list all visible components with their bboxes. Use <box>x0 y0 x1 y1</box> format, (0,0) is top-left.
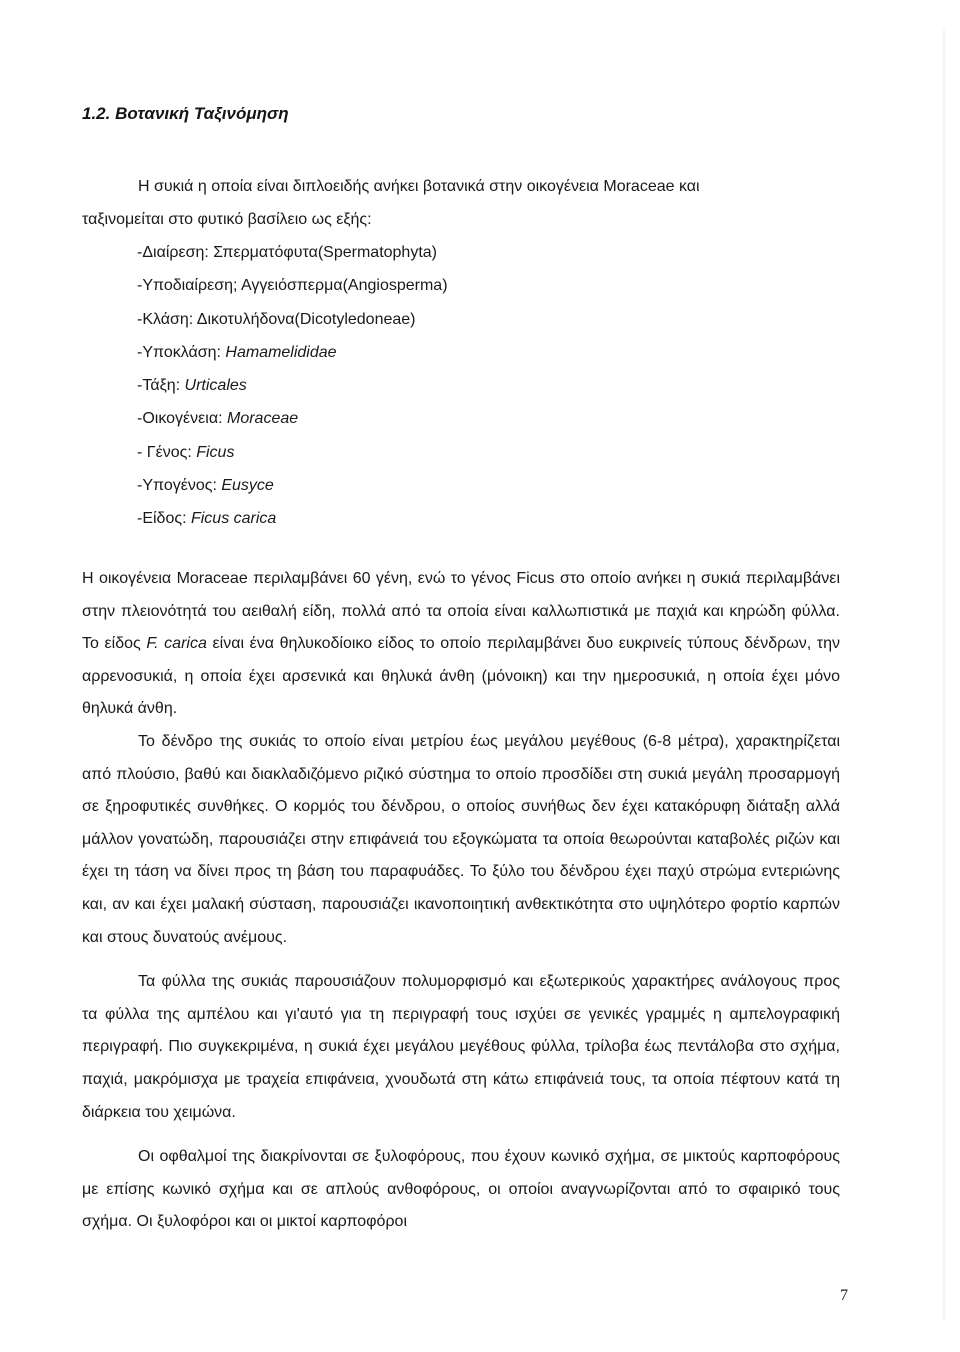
classification-label: -Υποκλάση: <box>137 343 226 361</box>
paragraph-text: είναι ένα θηλυκοδίοικο είδος το οποίο περιλαμβάνει δυο ευκρινείς τύπους δένδρων, την αρρενοσυκιά, η οποία έχει αρσενικά και θηλυκά άνθη (μόνοικη) και την ημεροσυκιά, η οποία έχει μόνο θηλυκά άνθη. <box>82 635 841 718</box>
page-number: 7 <box>840 1287 848 1304</box>
intro-line-1: Η συκιά η οποία είναι διπλοειδής ανήκει βοτανικά στην οικογένεια Moraceae και <box>138 178 700 195</box>
classification-value: Ficus <box>196 443 235 461</box>
body-text <box>82 563 840 1239</box>
section-heading: 1.2. Βοτανική Ταξινόμηση <box>82 104 289 123</box>
classification-value: Δικοτυλήδονα(Dicotyledoneae) <box>196 310 416 328</box>
classification-item-subclass <box>82 336 842 369</box>
paragraph-leaves: Τα φύλλα της συκιάς παρουσιάζουν πολυμορφισμό και εξωτερικούς χαρακτήρες ανάλογους προς τα φύλλα της αμπέλου και γι'αυτό για τη περιγραφή τους ισχύει σε γενικές γραμμές η αμπελογραφική περιγραφή. Πιο συγκεκριμένα, η συκιά έχει μεγάλου μεγέθους φύλλα, τρίλοβα έως πεντάλοβα στο σχήμα, παχιά, μακρόμισχα με τραχεία επιφάνεια, χνουδωτά στη κάτω επιφάνειά τους, τα οποία πέφτουν κατά τη διάρκεια του χειμώνα. <box>82 973 840 1121</box>
classification-item-division <box>82 236 842 269</box>
classification-value: Eusyce <box>221 477 274 495</box>
classification-value: Σπερματόφυτα(Spermatophyta) <box>213 244 437 261</box>
classification-label: -Υποδιαίρεση; <box>137 277 241 295</box>
classification-label: -Διαίρεση: <box>137 244 214 261</box>
paragraph-buds: Οι οφθαλμοί της διακρίνονται σε ξυλοφόρους, που έχουν κωνικό σχήμα, σε μικτούς καρποφόρους με επίσης κωνικό σχήμα και σε απλούς ανθοφόρους, οι οποίοι αναγνωρίζονται από το σφαιρικό τους σχήμα. Οι ξυλοφόροι και οι μικτοί καρποφόροι <box>82 1148 840 1231</box>
classification-item-subdivision <box>82 269 842 302</box>
classification-label: -Κλάση: <box>137 310 197 328</box>
classification-label: -Είδος: <box>137 510 191 528</box>
classification-value: Urticales <box>184 377 247 395</box>
classification-label: - Γένος: <box>137 443 197 461</box>
classification-item-order <box>82 369 842 402</box>
paragraph-tree: Το δένδρο της συκιάς το οποίο είναι μετρίου έως μεγάλου μεγέθους (6-8 μέτρα), χαρακτηρίζεται από πλούσιο, βαθύ και διακλαδιζόμενο ριζικό σύστημα το οποίο προσδίδει στη συκιά μεγάλη προσαρμογή σε ξηροφυτικές συνθήκες. Ο κορμός του δένδρου, ο οποίος συνήθως δεν έχει κατακόρυφη διάταξη αλλά μάλλον γονατώδη, παρουσιάζει στην επιφάνειά του εξογκώματα τα οποία θεωρούνται καταβολές ριζών και έχει τη τάση να δίνει προς τη βάση του παραφυάδες. Το ξύλο του δένδρου έχει παχύ στρώμα εντεριώνης και, αν και έχει μαλακή σύσταση, παρουσιάζει ικανοποιητική ανθεκτικότητα στο υψηλότερο φορτίο καρπών και στους δυνατούς ανέμους. <box>82 732 840 946</box>
classification-item-class <box>82 303 842 336</box>
species-abbreviation: F. carica <box>146 635 207 653</box>
classification-item-family <box>82 402 842 435</box>
classification-value: Hamamelididae <box>225 343 337 361</box>
classification-label: -Τάξη: <box>137 377 185 395</box>
intro-block <box>82 170 842 536</box>
classification-item-subgenus <box>82 469 842 502</box>
classification-item-genus <box>82 436 842 469</box>
classification-value: Αγγειόσπερμα(Angiosperma) <box>241 277 448 295</box>
paragraph-family <box>82 563 840 726</box>
classification-value: Ficus carica <box>190 510 277 528</box>
classification-value: Moraceae <box>227 410 299 428</box>
intro-line-2: ταξινομείται στο φυτικό βασίλειο ως εξής: <box>82 211 372 228</box>
paragraph-text: Η οικογένεια Moraceae περιλαμβάνει 60 γένη, ενώ το γένος Ficus στο οποίο ανήκει η συκιά περιλαμβάνει στην πλειονότητά του αειθαλή είδη, πολλά από τα οποία είναι καλλωπιστικά με παχιά και κηρώδη φύλλα. Το είδος <box>82 570 840 653</box>
classification-item-species <box>82 502 842 535</box>
classification-label: -Υπογένος: <box>137 477 222 495</box>
classification-label: -Οικογένεια: <box>137 410 227 428</box>
scan-edge-shadow <box>942 30 946 1320</box>
